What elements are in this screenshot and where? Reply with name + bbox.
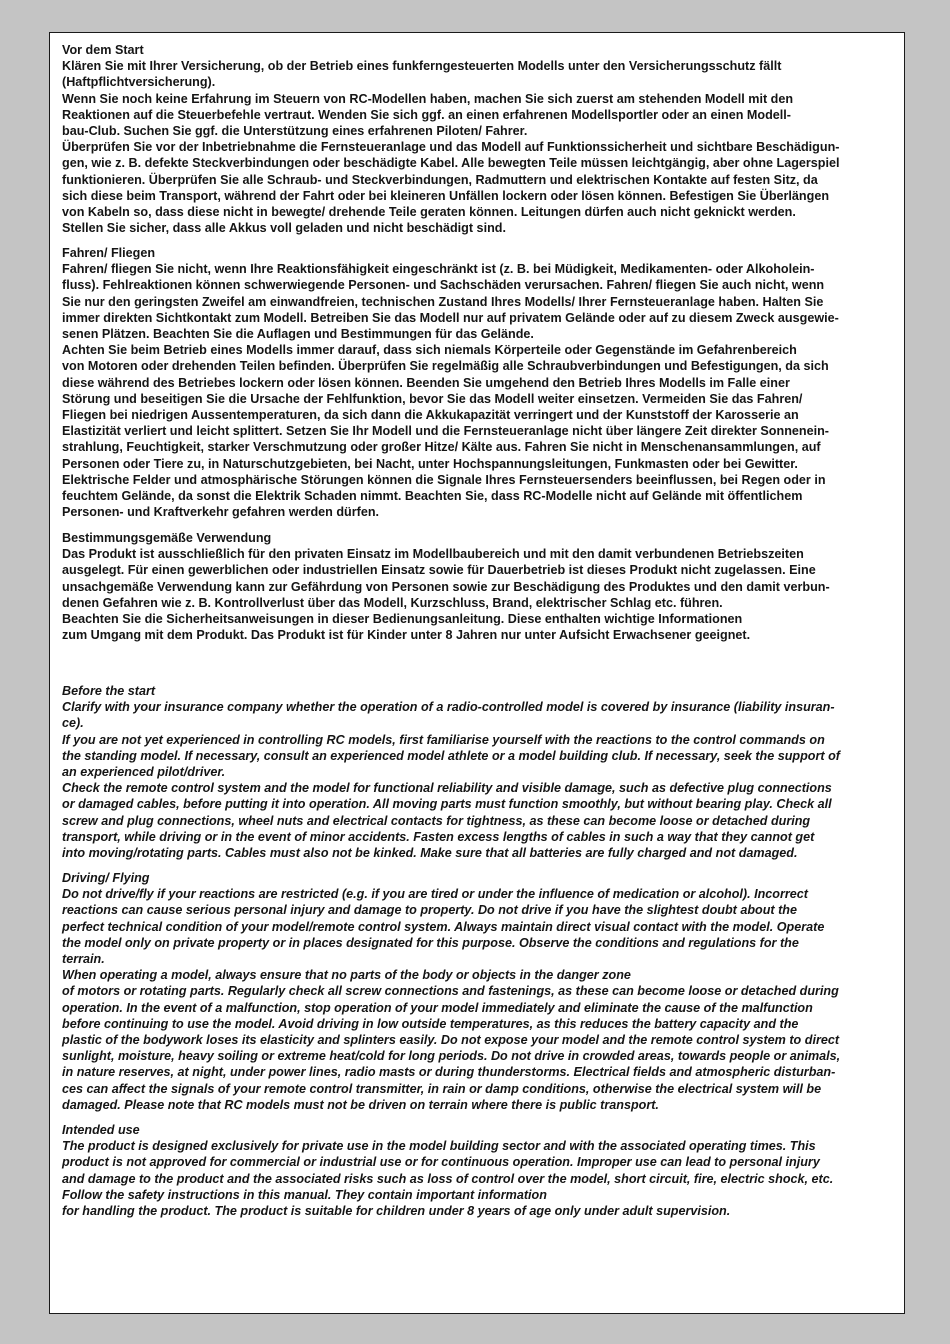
text-line: the standing model. If necessary, consult an experienced model athlete or a model building club. If necessary, seek the support of (62, 748, 840, 763)
text-line: ces can affect the signals of your remote control transmitter, in rain or damp conditions, otherwise the electrical system will be (62, 1081, 822, 1096)
text-line: von Kabeln so, dass diese nicht in bewegte/ drehende Teile geraten können. Leitungen dürfen auch nicht geknickt werden. (62, 205, 796, 220)
text-line: Das Produkt ist ausschließlich für den privaten Einsatz im Modellbaubereich und mit den damit verbundenen Betriebszeiten (62, 547, 804, 562)
text-line: Check the remote control system and the model for functional reliability and visible damage, such as defective plug connections (62, 781, 832, 796)
text-line: sich diese beim Transport, während der Fahrt oder bei kleineren Unfällen lockern oder lösen können. Befestigen Sie Überlängen (62, 188, 830, 203)
text-line: unsachgemäße Verwendung kann zur Gefährdung von Personen sowie zur Beschädigung des Produktes und den damit verbun- (62, 579, 830, 594)
text-line: Sie nur den geringsten Zweifel am einwandfreien, technischen Zustand Ihres Modells/ Ihrer Fernsteueranlage haben. Halten Sie (62, 294, 824, 309)
text-line: Stellen Sie sicher, dass alle Akkus voll geladen und nicht beschädigt sind. (62, 221, 506, 236)
text-line: perfect technical condition of your model/remote control system. Always maintain direct visual contact with the model. Operate (62, 919, 825, 934)
text-line: Elastizität verliert und leicht splittert. Setzen Sie Ihr Modell und die Fernsteueranlage nicht über längere Zeit direkter Sonnenein- (62, 424, 829, 439)
text-line: transport, while driving or in the event of minor accidents. Fasten excess lengths of cables in such a way that they cannot get (62, 829, 815, 844)
text-line: strahlung, Feuchtigkeit, starker Verschmutzung oder großer Hitze/ Kälte aus. Fahren Sie nicht in Menschenansammlungen, auf (62, 440, 821, 455)
text-line: The product is designed exclusively for private use in the model building sector and with the associated operating times. This (62, 1139, 816, 1154)
text-line: Personen- und Kraftverkehr gefahren werden dürfen. (62, 505, 380, 520)
text-line: bau-Club. Suchen Sie ggf. die Unterstützung eines erfahrenen Piloten/ Fahrer. (62, 124, 528, 139)
text-line: an experienced pilot/driver. (62, 765, 226, 780)
text-line: or damaged cables, before putting it into operation. All moving parts must function smoothly, but without bearing play. Check all (62, 797, 832, 812)
text-line: zum Umgang mit dem Produkt. Das Produkt ist für Kinder unter 8 Jahren nur unter Aufsicht Erwachsener geeignet. (62, 628, 751, 643)
section-intended-use (62, 1122, 902, 1219)
text-line: screw and plug connections, wheel nuts and electrical contacts for tightness, as these can become loose or detached during (62, 813, 811, 828)
section-heading: Driving/ Flying (62, 871, 150, 885)
text-line: and damage to the product and the associated risks such as loss of control over the model, short circuit, fire, electric shock, etc. (62, 1171, 834, 1186)
text-line: denen Gefahren wie z. B. Kontrollverlust über das Modell, Kurzschluss, Brand, elektrischer Schlag etc. führen. (62, 595, 723, 610)
section-heading: Intended use (62, 1123, 140, 1137)
section-before-the-start (62, 683, 902, 861)
text-line: ce). (62, 716, 84, 731)
text-line: Klären Sie mit Ihrer Versicherung, ob der Betrieb eines funkferngesteuerten Modells unter den Versicherungsschutz fällt (62, 59, 782, 74)
text-line: of motors or rotating parts. Regularly check all screw connections and fastenings, as these can become loose or detached during (62, 984, 839, 999)
section-fahren-fliegen (62, 245, 902, 520)
text-line: Fliegen bei niedrigen Aussentemperaturen, da sich dann die Akkukapazität verringert und der Kunststoff der Karosserie an (62, 408, 799, 423)
text-line: damaged. Please note that RC models must not be driven on terrain where there is public transport. (62, 1097, 659, 1112)
text-line: Achten Sie beim Betrieb eines Modells immer darauf, dass sich niemals Körperteile oder Gegenstände im Gefahrenbereich (62, 343, 797, 358)
text-line: feuchtem Gelände, da sonst die Elektrik Schaden nimmt. Beachten Sie, dass RC-Modelle nicht auf Gelände mit öffentlichem (62, 489, 803, 504)
text-line: Do not drive/fly if your reactions are restricted (e.g. if you are tired or under the influence of medication or alcohol). Incorrect (62, 887, 808, 902)
text-line: fluss). Fehlreaktionen können schwerwiegende Personen- und Sachschäden verursachen. Fahren/ fliegen Sie auch nicht, wenn (62, 278, 825, 293)
text-line: von Motoren oder drehenden Teilen befinden. Überprüfen Sie regelmäßig alle Schraubverbindungen und Befestigungen, da sich (62, 359, 829, 374)
text-line: Überprüfen Sie vor der Inbetriebnahme die Fernsteueranlage und das Modell auf Funktionssicherheit und sichtbare Beschädigun- (62, 140, 840, 155)
text-line: (Haftpflichtversicherung). (62, 75, 216, 90)
section-vor-dem-start (62, 42, 902, 236)
text-line: funktionieren. Überprüfen Sie alle Schraub- und Steckverbindungen, Radmuttern und elektrischen Kontakte auf festen Sitz, da (62, 172, 818, 187)
section-driving-flying (62, 870, 902, 1113)
text-line: diese während des Betriebes lockern oder lösen können. Beenden Sie umgehend den Betrieb Ihres Modells im Falle einer (62, 375, 790, 390)
text-line: for handling the product. The product is suitable for children under 8 years of age only under adult supervision. (62, 1204, 731, 1219)
section-heading: Fahren/ Fliegen (62, 246, 156, 260)
text-line: Elektrische Felder und atmosphärische Störungen können die Signale Ihres Fernsteuersenders beeinflussen, bei Regen oder in (62, 472, 826, 487)
text-line: Beachten Sie die Sicherheitsanweisungen in dieser Bedienungsanleitung. Diese enthalten wichtige Informationen (62, 612, 743, 627)
section-heading: Vor dem Start (62, 43, 144, 57)
text-line: When operating a model, always ensure that no parts of the body or objects in the danger zone (62, 968, 631, 983)
document-page (49, 32, 905, 1314)
text-line: reactions can cause serious personal injury and damage to property. Do not drive if you have the slightest doubt about the (62, 903, 798, 918)
text-line: Clarify with your insurance company whether the operation of a radio-controlled model is covered by insurance (liability insuran- (62, 700, 835, 715)
section-bestimmungsgemaesse-verwendung (62, 530, 902, 643)
text-line: immer direkten Sichtkontakt zum Modell. Betreiben Sie das Modell nur auf privatem Gelände oder auf zu diesem Zweck ausgewie- (62, 310, 839, 325)
text-line: Follow the safety instructions in this manual. They contain important information (62, 1187, 547, 1202)
text-line: before continuing to use the model. Avoid driving in low outside temperatures, as this reduces the battery capacity and the (62, 1016, 799, 1031)
text-line: Fahren/ fliegen Sie nicht, wenn Ihre Reaktionsfähigkeit eingeschränkt ist (z. B. bei Müdigkeit, Medikamenten- oder Alkoholein- (62, 262, 815, 277)
text-line: Störung und beseitigen Sie die Ursache der Fehlfunktion, bevor Sie das Modell weiter einsetzen. Vermeiden Sie das Fahren/ (62, 391, 803, 406)
text-line: into moving/rotating parts. Cables must also not be kinked. Make sure that all batteries are fully charged and not damaged. (62, 846, 798, 861)
text-line: product is not approved for commercial or industrial use or for continuous operation. Improper use can lead to personal injury (62, 1155, 820, 1170)
text-line: Reaktionen auf die Steuerbefehle vertraut. Wenden Sie sich ggf. an einen erfahrenen Modellsportler oder an einen Modell- (62, 107, 791, 122)
text-line: in nature reserves, at night, under power lines, radio masts or during thunderstorms. Electrical fields and atmospheric disturban- (62, 1065, 836, 1080)
section-heading: Bestimmungsgemäße Verwendung (62, 531, 272, 545)
text-line: operation. In the event of a malfunction, stop operation of your model immediately and eliminate the cause of the malfunction (62, 1000, 813, 1015)
text-line: If you are not yet experienced in controlling RC models, first familiarise yourself with the reactions to the control commands on (62, 732, 825, 747)
text-line: gen, wie z. B. defekte Steckverbindungen oder beschädigte Kabel. Alle bewegten Teile müssen leichtgängig, aber ohne Lagerspiel (62, 156, 840, 171)
text-line: the model only on private property or in places designated for this purpose. Observe the conditions and regulations for the (62, 935, 799, 950)
text-line: ausgelegt. Für einen gewerblichen oder industriellen Einsatz sowie für Dauerbetrieb ist dieses Produkt nicht zugelassen. Eine (62, 563, 816, 578)
text-line: plastic of the bodywork loses its elasticity and splinters easily. Do not expose your model and the remote control system to direct (62, 1033, 840, 1048)
text-line: sunlight, moisture, heavy soiling or extreme heat/cold for long periods. Do not drive in crowded areas, towards people or animals, (62, 1049, 841, 1064)
section-heading: Before the start (62, 684, 156, 698)
text-line: terrain. (62, 952, 105, 967)
text-line: Personen oder Tiere zu, in Naturschutzgebieten, bei Nacht, unter Hochspannungsleitungen, Funkmasten oder bei Gewitter. (62, 456, 798, 471)
text-line: senen Plätzen. Beachten Sie die Auflagen und Bestimmungen für das Gelände. (62, 327, 534, 342)
text-line: Wenn Sie noch keine Erfahrung im Steuern von RC-Modellen haben, machen Sie sich zuerst am stehenden Modell mit den (62, 91, 794, 106)
